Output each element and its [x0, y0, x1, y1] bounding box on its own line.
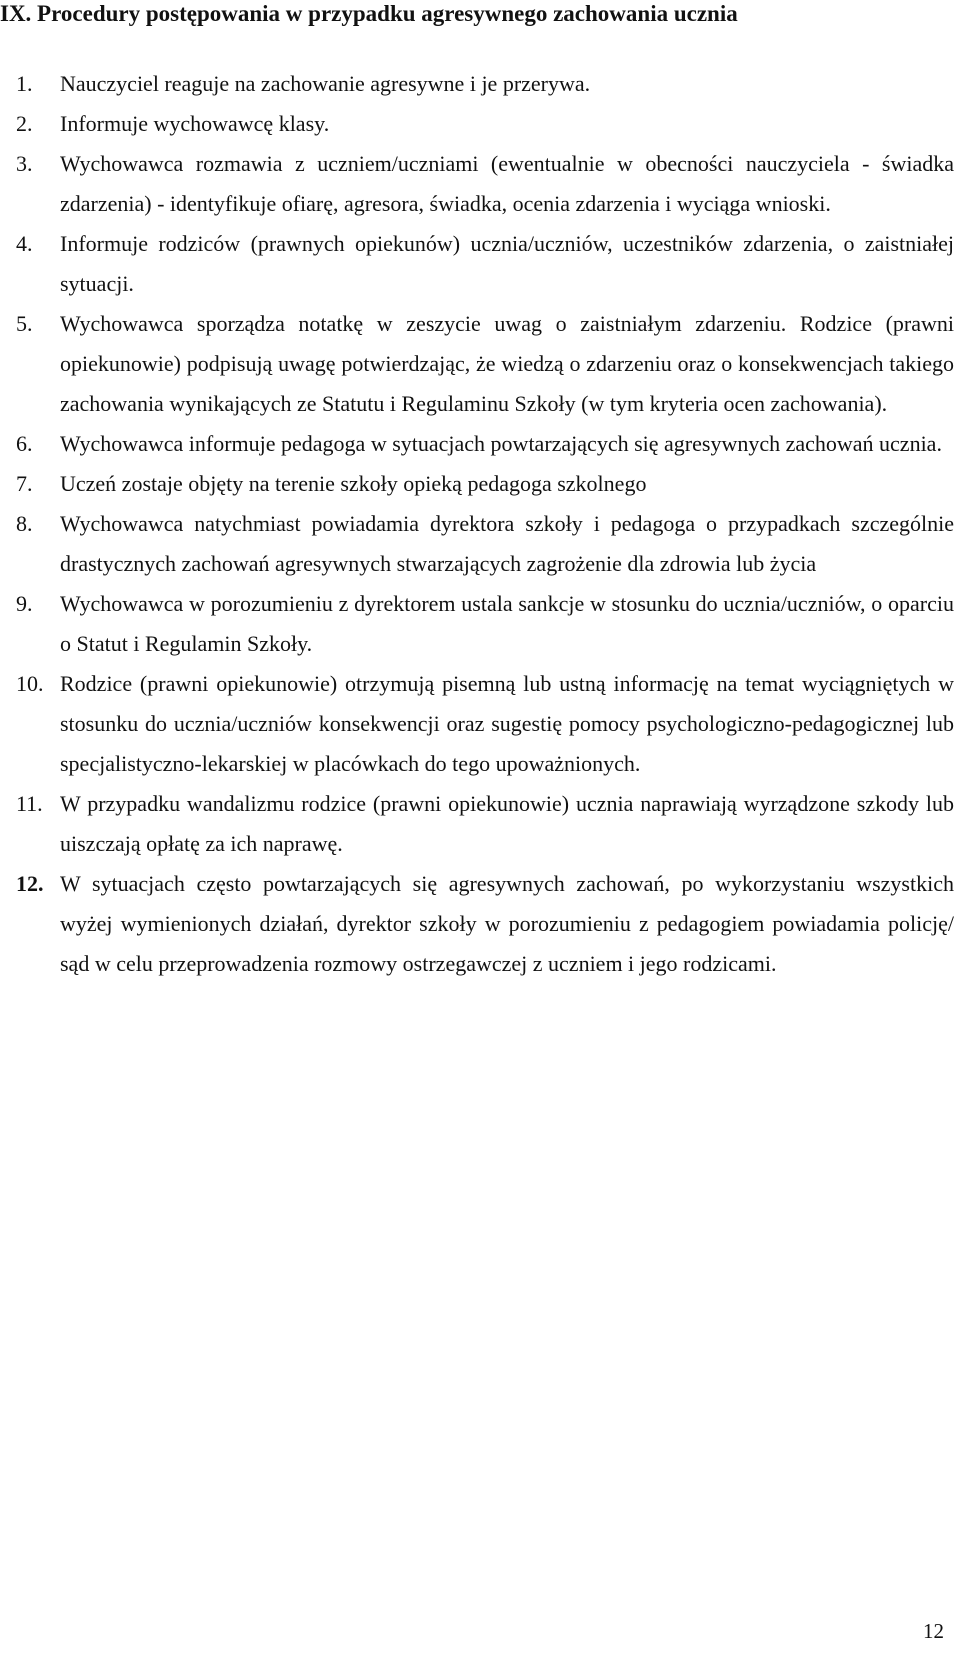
list-item [16, 504, 954, 584]
item-number: 4. [16, 231, 33, 256]
item-text: W sytuacjach często powtarzających się agresywnych zachowań, po wykorzystaniu wszystkich wyżej wymienionych działań, dyrektor szkoły w porozumieniu z pedagogiem powiadamia policję/ sąd w celu przeprowadzenia rozmowy ostrzegawczej z uczniem i jego rodzicami. [60, 871, 954, 976]
list-item [16, 104, 954, 144]
item-number: 1. [16, 71, 33, 96]
item-number: 9. [16, 591, 33, 616]
item-number: 5. [16, 311, 33, 336]
item-text: Uczeń zostaje objęty na terenie szkoły opieką pedagoga szkolnego [60, 471, 647, 496]
list-item [16, 424, 954, 464]
item-number: 6. [16, 431, 33, 456]
item-text: Wychowawca sporządza notatkę w zeszycie uwag o zaistniałym zdarzeniu. Rodzice (prawni opiekunowie) podpisują uwagę potwierdzając, że wiedzą o zdarzeniu oraz o konsekwencjach takiego zachowania wynikających ze Statutu i Regulaminu Szkoły (w tym kryteria ocen zachowania). [60, 311, 954, 416]
item-text: W przypadku wandalizmu rodzice (prawni opiekunowie) ucznia naprawiają wyrządzone szkody lub uiszczają opłatę za ich naprawę. [60, 791, 954, 856]
list-item [16, 464, 954, 504]
list-item [16, 304, 954, 424]
list-item [16, 144, 954, 224]
item-text: Wychowawca informuje pedagoga w sytuacjach powtarzających się agresywnych zachowań ucznia. [60, 431, 942, 456]
item-text: Wychowawca rozmawia z uczniem/uczniami (ewentualnie w obecności nauczyciela - świadka zdarzenia) - identyfikuje ofiarę, agresora, świadka, ocenia zdarzenia i wyciąga wnioski. [60, 151, 954, 216]
list-item [16, 584, 954, 664]
procedure-list [16, 64, 954, 984]
page-number: 12 [923, 1619, 944, 1643]
list-item [16, 664, 954, 784]
item-number: 8. [16, 511, 33, 536]
list-item [16, 784, 954, 864]
list-item [16, 224, 954, 304]
item-number: 12. [16, 871, 44, 896]
list-item [16, 864, 954, 984]
list-item [16, 64, 954, 104]
item-number: 7. [16, 471, 33, 496]
item-number: 3. [16, 151, 33, 176]
item-number: 11. [16, 791, 43, 816]
item-text: Informuje wychowawcę klasy. [60, 111, 330, 136]
item-text: Informuje rodziców (prawnych opiekunów) ucznia/uczniów, uczestników zdarzenia, o zaistniałej sytuacji. [60, 231, 954, 296]
item-text: Wychowawca w porozumieniu z dyrektorem ustala sankcje w stosunku do ucznia/uczniów, o oparciu o Statut i Regulamin Szkoły. [60, 591, 954, 656]
item-number: 2. [16, 111, 33, 136]
section-heading: IX. Procedury postępowania w przypadku agresywnego zachowania ucznia [0, 1, 738, 26]
item-text: Rodzice (prawni opiekunowie) otrzymują pisemną lub ustną informację na temat wyciągniętych w stosunku do ucznia/uczniów konsekwencji oraz sugestię pomocy psychologiczno-pedagogicznej lub specjalistyczno-lekarskiej w placówkach do tego upoważnionych. [60, 671, 954, 776]
item-number: 10. [16, 671, 44, 696]
item-text: Nauczyciel reaguje na zachowanie agresywne i je przerywa. [60, 71, 591, 96]
item-text: Wychowawca natychmiast powiadamia dyrektora szkoły i pedagoga o przypadkach szczególnie drastycznych zachowań agresywnych stwarzających zagrożenie dla zdrowia lub życia [60, 511, 954, 576]
